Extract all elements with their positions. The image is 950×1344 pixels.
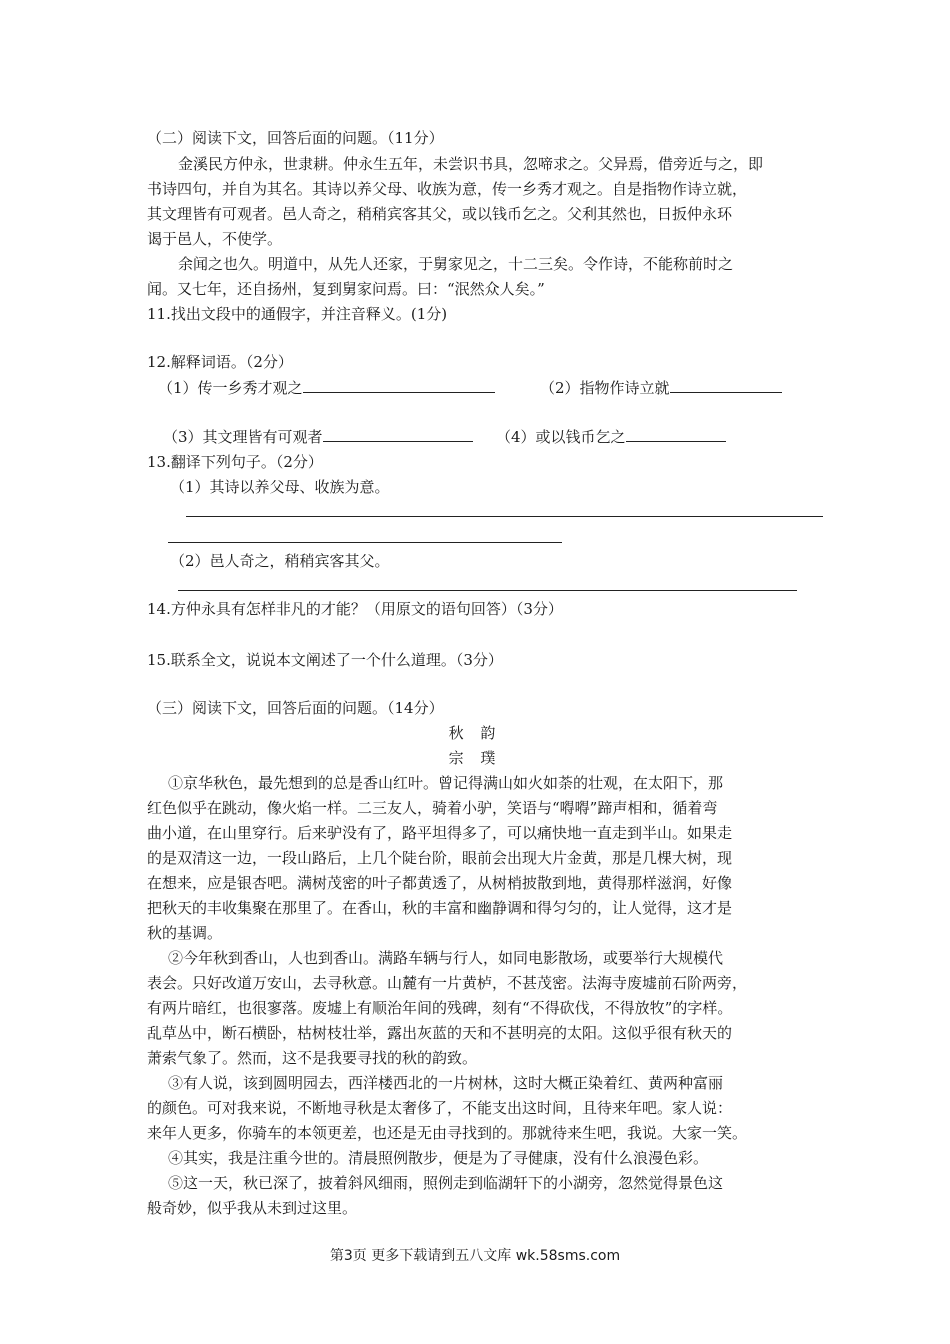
question-12: 12.解释词语。（2分） — [147, 353, 293, 371]
essay-author: 宗 璞 — [448, 749, 502, 767]
answer-line[interactable] — [168, 542, 562, 543]
passage-line: 红色似乎在跳动，像火焰一样。二三友人，骑着小驴，笑语与“嘚嘚”蹄声相和，循着弯 — [147, 799, 718, 817]
answer-blank[interactable] — [323, 425, 473, 442]
passage-line: 表会。只好改道万安山，去寻秋意。山麓有一片黄栌，不甚茂密。法海寺废墟前石阶两旁， — [147, 974, 748, 992]
passage-line: 闻。又七年，还自扬州，复到舅家问焉。曰：“泯然众人矣。” — [147, 280, 545, 298]
section3-heading: （三）阅读下文，回答后面的问题。（14分） — [147, 699, 444, 717]
passage-line: 把秋天的丰收集聚在那里了。在香山，秋的丰富和幽静调和得匀匀的，让人觉得，这才是 — [147, 899, 733, 917]
passage-line: ⑤这一天，秋已深了，披着斜风细雨，照例走到临湖轩下的小湖旁，忽然觉得景色这 — [168, 1174, 724, 1192]
passage-line: 在想来，应是银杏吧。满树茂密的叶子都黄透了，从树梢披散到地，黄得那样滋润，好像 — [147, 874, 733, 892]
answer-line[interactable] — [178, 590, 797, 591]
passage-line: 乱草丛中，断石横卧，枯树枝壮举，露出灰蓝的天和不甚明亮的太阳。这似乎很有秋天的 — [147, 1024, 733, 1042]
question-13-item-1: （1）其诗以养父母、收族为意。 — [170, 478, 390, 496]
question-13: 13.翻译下列句子。（2分） — [147, 453, 323, 471]
section2-heading: （二）阅读下文，回答后面的问题。（11分） — [147, 129, 444, 147]
question-12-item-3-text: （3）其文理皆有可观者 — [163, 428, 323, 446]
page-footer: 第3页 更多下载请到五八文库 wk.58sms.com — [329, 1248, 621, 1264]
question-14: 14.方仲永具有怎样非凡的才能？（用原文的语句回答）（3分） — [147, 600, 563, 618]
passage-line: ①京华秋色，最先想到的总是香山红叶。曾记得满山如火如荼的壮观，在太阳下，那 — [168, 774, 724, 792]
question-12-item-1 — [158, 376, 495, 399]
question-12-item-4-text: （4）或以钱币乞之 — [496, 428, 626, 446]
passage-line: 的是双清这一边，一段山路后，上几个陡台阶，眼前会出现大片金黄，那是几棵大树，现 — [147, 849, 733, 867]
passage-line: 谒于邑人，不使学。 — [147, 230, 283, 248]
question-15: 15.联系全文，说说本文阐述了一个什么道理。（3分） — [147, 651, 503, 669]
question-12-item-2-text: （2）指物作诗立就 — [540, 379, 670, 397]
passage-line: ④其实，我是注重今世的。清晨照例散步，便是为了寻健康，没有什么浪漫色彩。 — [168, 1149, 709, 1167]
passage-line: ③有人说，该到圆明园去，西洋楼西北的一片树林，这时大概正染着红、黄两种富丽 — [168, 1074, 724, 1092]
answer-blank[interactable] — [670, 376, 782, 393]
passage-line: 有两片暗红，也很寥落。废墟上有顺治年间的残碑，刻有“不得砍伐，不得放牧”的字样。 — [147, 999, 733, 1017]
question-12-item-4 — [496, 425, 726, 448]
passage-line: 曲小道，在山里穿行。后来驴没有了，路平坦得多了，可以痛快地一直走到半山。如果走 — [147, 824, 733, 842]
passage-line: 其文理皆有可观者。邑人奇之，稍稍宾客其父，或以钱币乞之。父利其然也，日扳仲永环 — [147, 205, 733, 223]
passage-line: 余闻之也久。明道中，从先人还家，于舅家见之，十二三矣。令作诗，不能称前时之 — [178, 255, 734, 273]
passage-line: 的颜色。可对我来说，不断地寻秋是太奢侈了，不能支出这时间，且待来年吧。家人说： — [147, 1099, 733, 1117]
answer-blank[interactable] — [303, 376, 495, 393]
passage-line: 萧索气象了。然而，这不是我要寻找的秋的韵致。 — [147, 1049, 478, 1067]
answer-line[interactable] — [186, 516, 823, 517]
passage-line: 书诗四句，并自为其名。其诗以养父母、收族为意，传一乡秀才观之。自是指物作诗立就， — [147, 180, 748, 198]
passage-line: 般奇妙，似乎我从未到过这里。 — [147, 1199, 358, 1217]
question-12-item-1-text: （1）传一乡秀才观之 — [158, 379, 303, 397]
passage-line: 秋的基调。 — [147, 924, 223, 942]
question-12-item-2 — [540, 376, 782, 399]
passage-line: 来年人更多，你骑车的本领更差，也还是无由寻找到的。那就待来生吧，我说。大家一笑。 — [147, 1124, 748, 1142]
question-12-item-3 — [163, 425, 473, 448]
answer-blank[interactable] — [626, 425, 726, 442]
passage-line: 金溪民方仲永，世隶耕。仲永生五年，未尝识书具，忽啼求之。父异焉，借旁近与之，即 — [178, 155, 764, 173]
passage-line: ②今年秋到香山，人也到香山。满路车辆与行人，如同电影散场，或要举行大规模代 — [168, 949, 724, 967]
essay-title: 秋 韵 — [448, 724, 502, 742]
question-13-item-2: （2）邑人奇之，稍稍宾客其父。 — [170, 552, 390, 570]
question-11: 11.找出文段中的通假字，并注音释义。(1分) — [147, 305, 448, 323]
